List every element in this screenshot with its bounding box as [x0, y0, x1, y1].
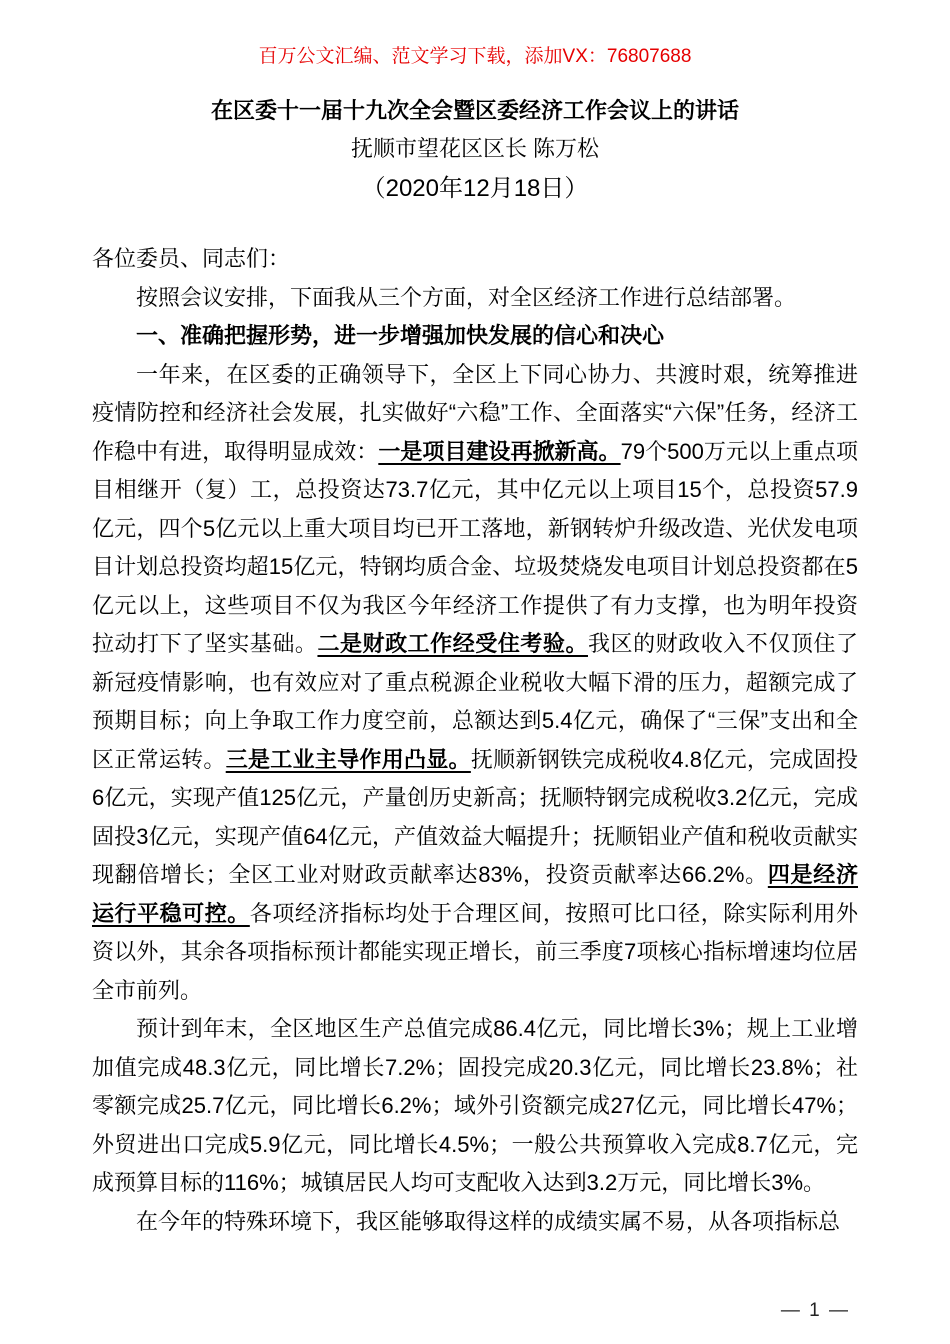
text-segment: 79个500万元以上重点项目相继开（复）工，总投资达73.7亿元，其中亿元以上项目15个，总投资57.9亿元，四个5亿元以上重大项目均已开工落地，新钢转炉升级改造、光伏发电项目计划总投资均超15亿元，特钢均质合金、垃圾焚烧发电项目计划总投资都在5亿元以上，这些项目不仅为我区今年经济工作提供了有力支撑，也为明年投资拉动打下了坚实基础。: [92, 438, 858, 656]
emphasis-segment: 二是财政工作经受住考验。: [317, 631, 588, 656]
text-segment: 各位委员、同志们：: [92, 246, 291, 271]
emphasis-segment: 一是项目建设再掀新高。: [378, 438, 621, 464]
page-number: — 1 —: [780, 1300, 850, 1321]
text-segment: 各项经济指标均处于合理区间，按照可比口径，除实际利用外资以外，其余各项指标预计都能实现正增长，前三季度7项核心指标增速均位居全市前列。: [92, 900, 858, 1003]
paragraph: [92, 317, 858, 356]
paragraph: [92, 279, 858, 318]
document-author: 抚顺市望花区区长 陈万松: [350, 136, 600, 161]
paragraph: [92, 1203, 858, 1242]
document-date: （2020年12月18日）: [361, 175, 589, 202]
text-segment: 按照会议安排，下面我从三个方面，对全区经济工作进行总结部署。: [136, 284, 797, 310]
text-segment: 在今年的特殊环境下，我区能够取得这样的成绩实属不易，从各项指标总: [136, 1208, 841, 1234]
text-segment: 预计到年末，全区地区生产总值完成86.4亿元，同比增长3%；规上工业增加值完成48.3亿元，同比增长7.2%；固投完成20.3亿元，同比增长23.8%；社零额完成25.7亿元，同比增长6.2%；域外引资额完成27亿元，同比增长47%；外贸进出口完成5.9亿元，同比增长4.5%；一般公共预算收入完成8.7亿元，完成预算目标的116%；城镇居民人均可支配收入达到3.2万元，同比增长3%。: [92, 1016, 858, 1195]
emphasis-segment: 一、准确把握形势，进一步增强加快发展的信心和决心: [136, 323, 665, 348]
document-body: [92, 240, 858, 1241]
emphasis-segment: 三是工业主导作用凸显。: [225, 746, 471, 772]
text-segment: 抚顺新钢铁完成税收4.8亿元，完成固投6亿元，实现产值125亿元，产量创历史新高；抚顺特钢完成税收3.2亿元，完成固投3亿元，实现产值64亿元，产值效益大幅提升；抚顺铝业产值和税收贡献实现翻倍增长；全区工业对财政贡献率达83%，投资贡献率达66.2%。: [92, 746, 858, 887]
text-segment: 一年来，在区委的正确领导下，全区上下同心协力、共渡时艰，统筹推进疫情防控和经济社会发展，扎实做好“六稳”工作、全面落实“六保”任务，经济工作稳中有进，取得明显成效：: [92, 361, 858, 464]
paragraph: [92, 1010, 858, 1203]
paragraph: [92, 240, 858, 279]
paragraph: [92, 356, 858, 1011]
document-title: 在区委十一届十九次全会暨区委经济工作会议上的讲话: [210, 98, 739, 123]
header-notice: 百万公文汇编、范文学习下载，添加VX：76807688: [258, 46, 692, 67]
emphasis-segment: 四是经济运行平稳可控。: [92, 862, 858, 926]
text-segment: 我区的财政收入不仅顶住了新冠疫情影响，也有效应对了重点税源企业税收大幅下滑的压力，超额完成了预期目标；向上争取工作力度空前，总额达到5.4亿元，确保了“三保”支出和全区正常运转。: [92, 631, 858, 772]
